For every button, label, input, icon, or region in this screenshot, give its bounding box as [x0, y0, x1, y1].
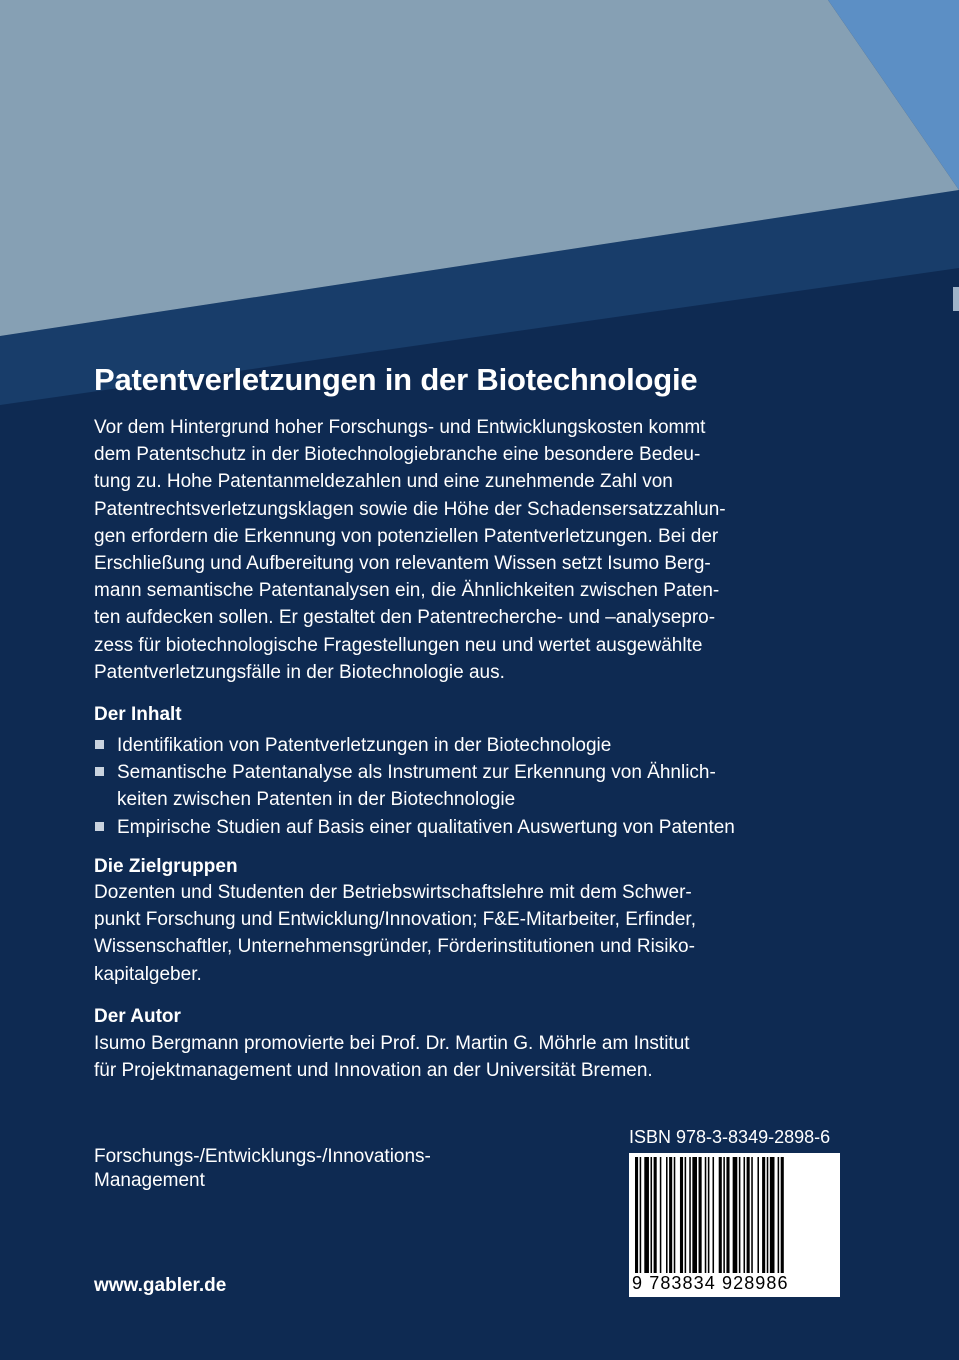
- barcode-number: 9 783834 928986: [632, 1273, 789, 1293]
- blurb-line: ten aufdecken sollen. Er gestaltet den Patentrecherche- und –analysepro-: [94, 607, 716, 629]
- barcode-bar: [762, 1157, 765, 1273]
- barcode-bar: [723, 1157, 725, 1273]
- barcode-bar: [767, 1157, 769, 1273]
- barcode-bar: [770, 1157, 775, 1273]
- bullet-square-icon: [95, 740, 104, 749]
- spine-marker: [953, 287, 959, 311]
- blurb-line: gen erfordern die Erkennung von potenziellen Patentverletzungen. Bei der: [94, 525, 719, 547]
- inhalt-list: [94, 732, 854, 841]
- blurb-line: tung zu. Hohe Patentanmeldezahlen und eine zunehmende Zahl von: [94, 471, 673, 493]
- barcode-bar: [651, 1157, 653, 1273]
- barcode-bar: [744, 1157, 746, 1273]
- zielgruppen-heading: Die Zielgruppen: [94, 856, 238, 877]
- barcode-bar: [666, 1157, 668, 1273]
- blurb-line: zess für biotechnologische Fragestellungen neu und wertet ausgewählte: [94, 634, 703, 656]
- barcode: [629, 1153, 840, 1297]
- barcode-bar: [719, 1157, 722, 1273]
- blurb-line: Vor dem Hintergrund hoher Forschungs- und Entwicklungskosten kommt: [94, 417, 706, 438]
- barcode-bar: [685, 1157, 687, 1273]
- publisher-website: www.gabler.de: [94, 1275, 227, 1296]
- autor-line: für Projektmanagement und Innovation an der Universität Bremen.: [94, 1060, 653, 1082]
- barcode-bars: [633, 1157, 836, 1273]
- series-name: [94, 1145, 431, 1193]
- autor-heading: Der Autor: [94, 1006, 181, 1027]
- barcode-bar: [689, 1157, 691, 1273]
- barcode-bar: [778, 1157, 780, 1273]
- barcode-bar: [733, 1157, 738, 1273]
- zielgruppen-line: Dozenten und Studenten der Betriebswirtschaftslehre mit dem Schwer-: [94, 882, 692, 903]
- barcode-bar: [713, 1157, 715, 1273]
- zielgruppen-line: Wissenschaftler, Unternehmensgründer, Förderinstitutionen und Risiko-: [94, 936, 695, 958]
- barcode-bar: [708, 1157, 710, 1273]
- list-item-text: Empirische Studien auf Basis einer qualitativen Auswertung von Patenten: [117, 816, 735, 838]
- barcode-bar: [640, 1157, 642, 1273]
- blurb-line: dem Patentschutz in der Biotechnologiebranche eine besondere Bedeu-: [94, 444, 701, 466]
- blurb-line: mann semantische Patentanalysen ein, die Ähnlichkeiten zwischen Paten-: [94, 580, 720, 602]
- barcode-bar: [674, 1157, 676, 1273]
- barcode-bar: [699, 1157, 702, 1273]
- isbn-label: ISBN 978-3-8349-2898-6: [629, 1127, 831, 1147]
- barcode-bar: [705, 1157, 707, 1273]
- blurb-paragraph: [94, 414, 824, 686]
- zielgruppen-line: kapitalgeber.: [94, 963, 202, 985]
- blurb-line: Patentverletzungsfälle in der Biotechnologie aus.: [94, 661, 505, 683]
- list-item-text: Semantische Patentanalyse als Instrument zur Erkennung von Ähnlich-: [117, 762, 716, 784]
- zielgruppen-line: punkt Forschung und Entwicklung/Innovation; F&E-Mitarbeiter, Erfinder,: [94, 909, 696, 931]
- barcode-bar: [644, 1157, 649, 1273]
- page-title: Patentverletzungen in der Biotechnologie: [94, 362, 698, 397]
- barcode-bar: [692, 1157, 697, 1273]
- bullet-square-icon: [95, 767, 104, 776]
- list-item-text: Identifikation von Patentverletzungen in der Biotechnologie: [117, 735, 612, 756]
- bullet-square-icon: [95, 822, 104, 831]
- series-line: Management: [94, 1170, 205, 1191]
- list-item: [94, 814, 854, 841]
- autor-text: [94, 1030, 690, 1084]
- list-item: [94, 732, 854, 759]
- blurb-line: Erschließung und Aufbereitung von relevantem Wissen setzt Isumo Berg-: [94, 552, 711, 574]
- barcode-bar: [654, 1157, 657, 1273]
- list-item-text: keiten zwischen Patenten in der Biotechnologie: [117, 789, 516, 811]
- barcode-bar: [747, 1157, 750, 1273]
- barcode-bar: [660, 1157, 662, 1273]
- barcode-bar: [781, 1157, 784, 1273]
- zielgruppen-text: [94, 879, 696, 988]
- barcode-bar: [669, 1157, 672, 1273]
- barcode-bar: [751, 1157, 753, 1273]
- barcode-bar: [757, 1157, 759, 1273]
- autor-line: Isumo Bergmann promovierte bei Prof. Dr. Martin G. Möhrle am Institut: [94, 1033, 690, 1054]
- barcode-bar: [739, 1157, 741, 1273]
- blurb-line: Patentrechtsverletzungsklagen sowie die Höhe der Schadensersatzzahlun-: [94, 498, 726, 520]
- barcode-bar: [635, 1157, 638, 1273]
- barcode-bar: [680, 1157, 683, 1273]
- barcode-bar: [726, 1157, 729, 1273]
- series-line: Forschungs-/Entwicklungs-/Innovations-: [94, 1146, 431, 1167]
- list-item: [94, 759, 854, 813]
- inhalt-heading: Der Inhalt: [94, 704, 182, 725]
